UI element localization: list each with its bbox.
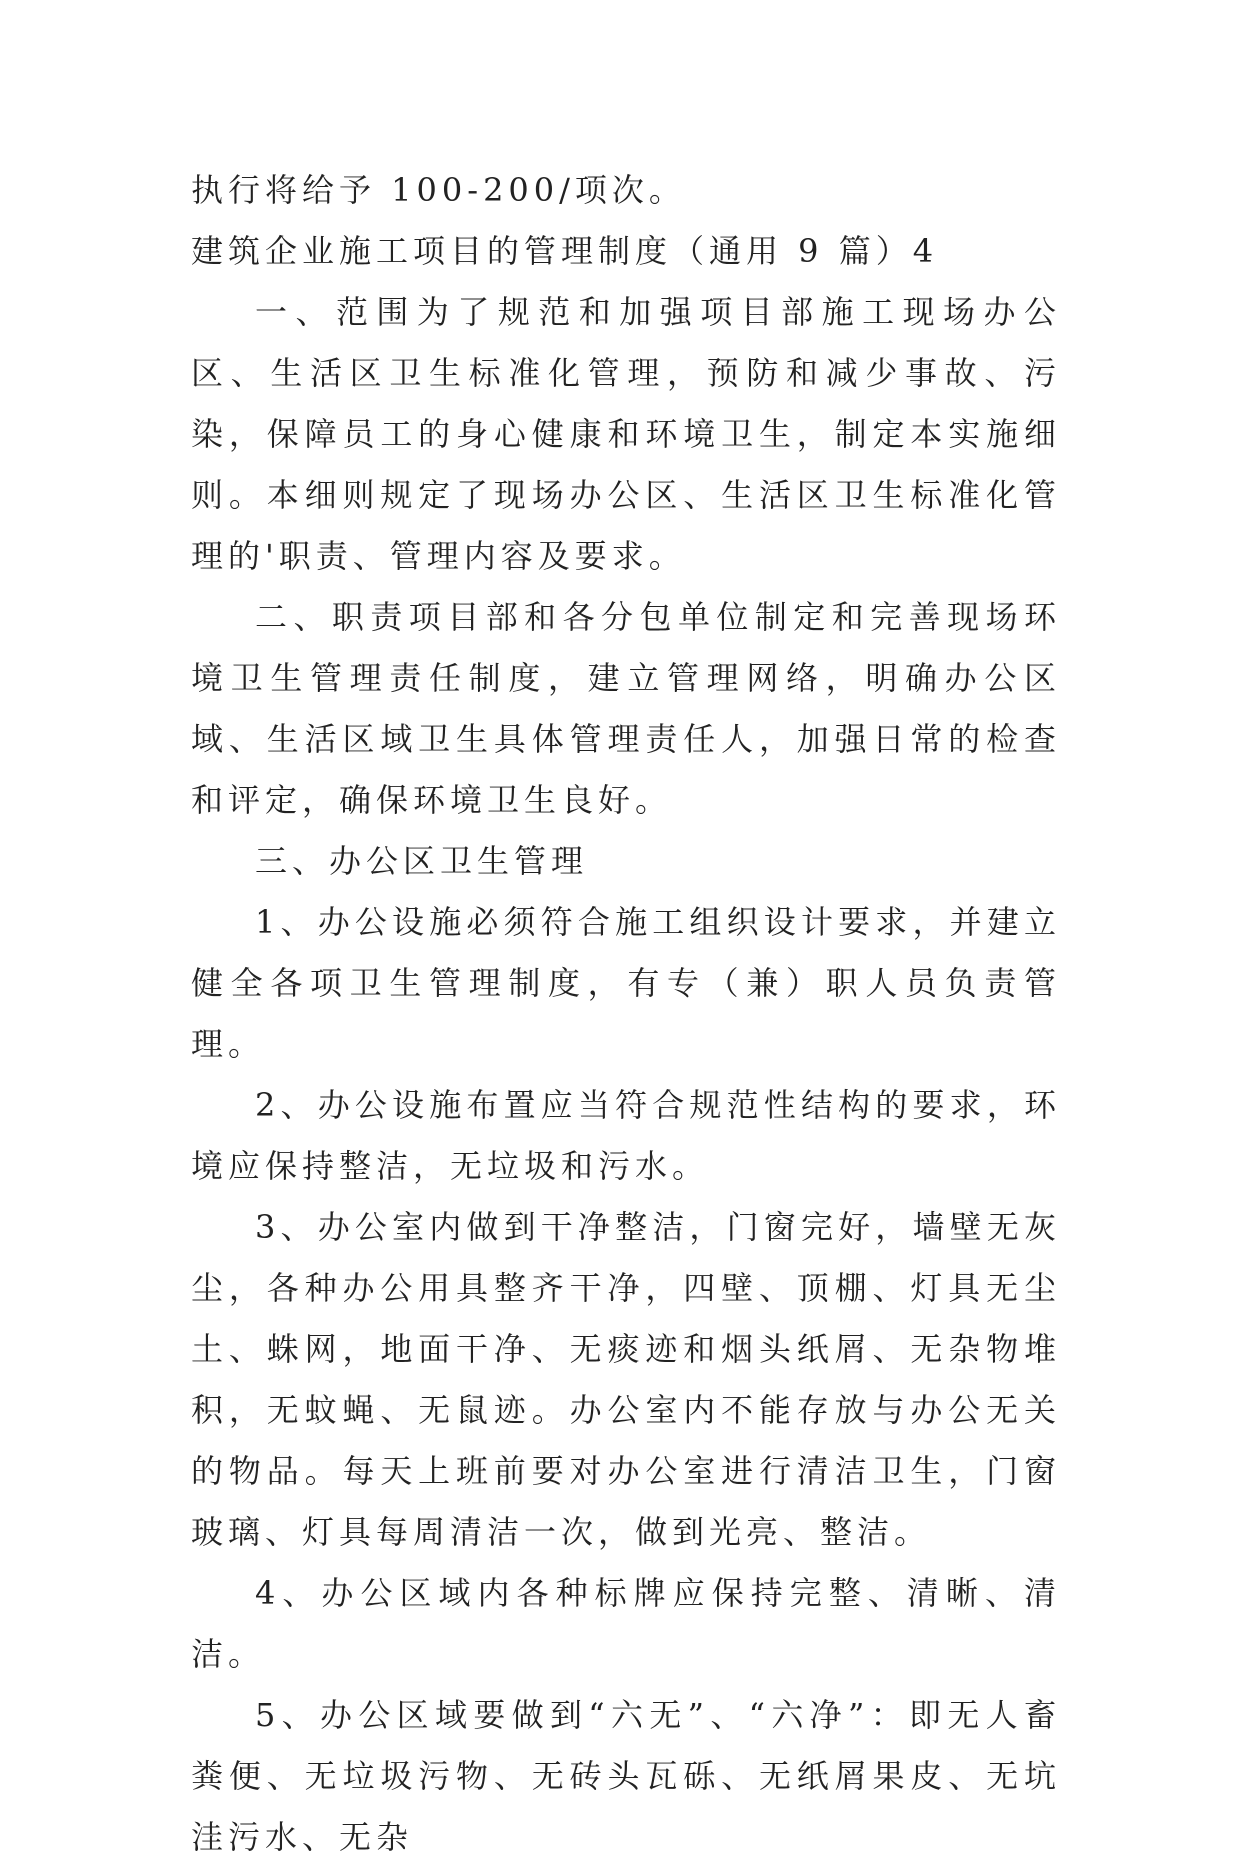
list-item-5: 5、办公区域要做到“六无”、“六净”：即无人畜粪便、无垃圾污物、无砖头瓦砾、无纸屑果皮、无坑洼污水、无杂 (191, 1696, 1061, 1856)
paragraph-responsibilities: 二、职责项目部和各分包单位制定和完善现场环境卫生管理责任制度，建立管理网络，明确办公区域、生活区域卫生具体管理责任人，加强日常的检查和评定，确保环境卫生良好。 (191, 598, 1061, 819)
list-item-2: 2、办公设施布置应当符合规范性结构的要求，环境应保持整洁，无垃圾和污水。 (191, 1086, 1061, 1185)
subheading-office-hygiene: 三、办公区卫生管理 (255, 842, 589, 880)
paragraph-scope: 一、范围为了规范和加强项目部施工现场办公区、生活区卫生标准化管理，预防和减少事故、污染，保障员工的身心健康和环境卫生，制定本实施细则。本细则规定了现场办公区、生活区卫生标准化管理的'职责、管理内容及要求。 (191, 293, 1061, 575)
paragraph-continuation: 执行将给予 100-200/项次。 (191, 171, 686, 209)
list-item-1: 1、办公设施必须符合施工组织设计要求，并建立健全各项卫生管理制度，有专（兼）职人员负责管理。 (191, 903, 1061, 1063)
document-body (191, 160, 1061, 1868)
list-item-3: 3、办公室内做到干净整洁，门窗完好，墙壁无灰尘，各种办公用具整齐干净，四壁、顶棚、灯具无尘土、蛛网，地面干净、无痰迹和烟头纸屑、无杂物堆积，无蚊蝇、无鼠迹。办公室内不能存放与办公无关的物品。每天上班前要对办公室进行清洁卫生，门窗玻璃、灯具每周清洁一次，做到光亮、整洁。 (191, 1208, 1061, 1551)
section-heading: 建筑企业施工项目的管理制度（通用 9 篇）4 (191, 232, 939, 270)
list-item-4: 4、办公区域内各种标牌应保持完整、清晰、清洁。 (191, 1574, 1061, 1673)
